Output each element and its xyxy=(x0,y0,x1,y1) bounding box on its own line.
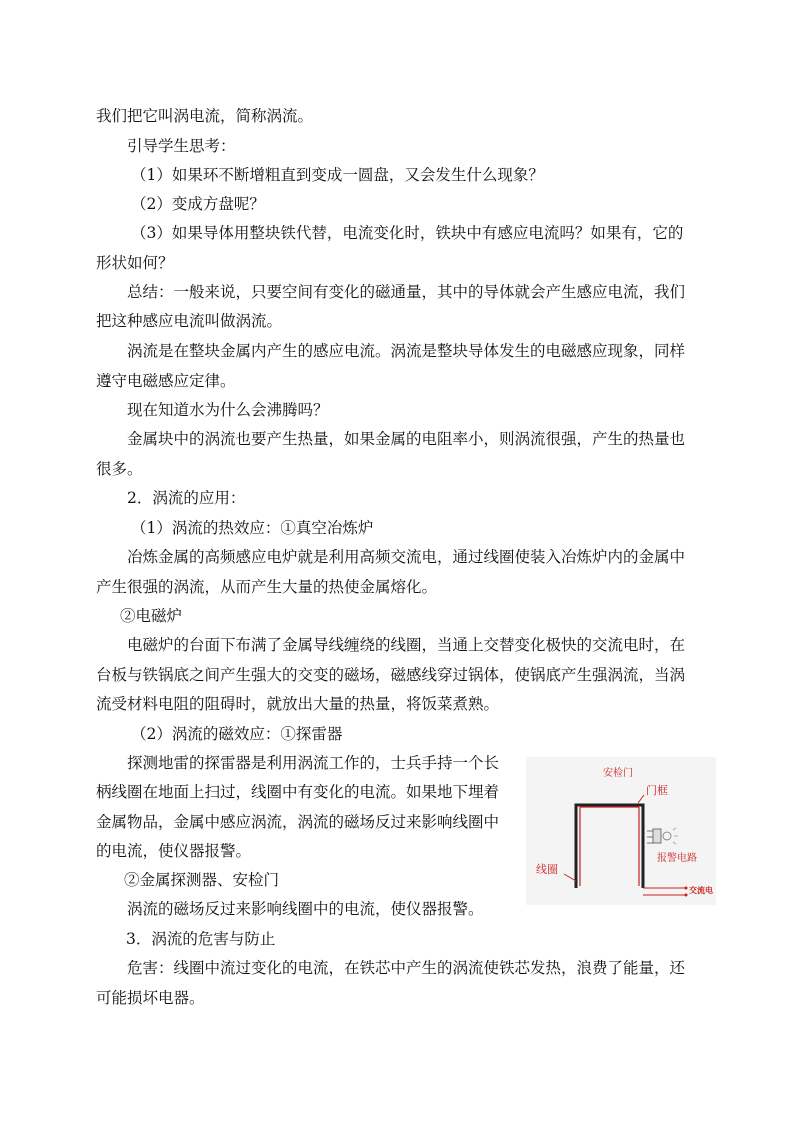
question-3-line-1: （3）如果导体用整块铁代替，电流变化时，铁块中有感应电流吗？如果有，它的 xyxy=(131,224,684,242)
alarm-box xyxy=(653,829,661,843)
induction-cooker-heading: ②电磁炉 xyxy=(120,607,183,625)
coil-pointer xyxy=(564,874,576,881)
paragraph-eddy-current-name: 我们把它叫涡电流，简称涡流。 xyxy=(96,107,314,125)
mine-detector-line-2: 柄线圈在地面上扫过，线圈中有变化的电流。如果地下埋着 xyxy=(96,783,500,801)
paragraph-guide-thinking: 引导学生思考： xyxy=(127,137,236,155)
hazard-line-1: 危害：线圈中流过变化的电流，在铁芯中产生的涡流使铁芯发热，浪费了能量，还 xyxy=(127,959,686,977)
bell-icon xyxy=(663,832,671,840)
security-gate-diagram xyxy=(526,757,716,905)
alarm-circuit-label: 报警电路 xyxy=(657,853,697,864)
eddy-definition-line-1: 涡流是在整块金属内产生的感应电流。涡流是整块导体发生的电磁感应现象，同样 xyxy=(127,342,686,360)
cooker-line-3: 流受材料电阻的阻碍时，就放出大量的热量，将饭菜煮熟。 xyxy=(96,695,500,713)
hazard-line-2: 可能损坏电器。 xyxy=(96,989,205,1007)
metal-detector-heading: ②金属探测器、安检门 xyxy=(124,871,280,889)
door-frame-label: 门框 xyxy=(646,784,668,797)
summary-line-1: 总结：一般来说，只要空间有变化的磁通量，其中的导体就会产生感应电流，我们 xyxy=(127,283,686,301)
heat-line-2: 很多。 xyxy=(96,460,143,478)
summary-line-2: 把这种感应电流叫做涡流。 xyxy=(96,312,283,330)
mine-detector-line-1: 探测地雷的探雷器是利用涡流工作的，士兵手持一个长 xyxy=(127,754,500,772)
eddy-definition-line-2: 遵守电磁感应定律。 xyxy=(96,372,236,390)
mine-detector-line-3: 金属物品，金属中感应涡流，涡流的磁场反过来影响线圈中 xyxy=(96,813,500,831)
question-1: （1）如果环不断增粗直到变成一圆盘，又会发生什么现象？ xyxy=(131,166,544,184)
section-heading-applications: 2．涡流的应用： xyxy=(127,489,246,507)
ac-power-label: 交流电 xyxy=(689,886,713,895)
heat-line-1: 金属块中的涡流也要产生热量，如果金属的电阻率小，则涡流很强，产生的热量也 xyxy=(127,430,686,448)
door-frame-pointer xyxy=(638,795,644,803)
door-frame-shape xyxy=(576,805,643,888)
cooker-line-1: 电磁炉的台面下布满了金属导线缠绕的线圈，当通上交替变化极快的交流电时，在 xyxy=(127,636,686,654)
magnetic-effect-heading: （2）涡流的磁效应：①探雷器 xyxy=(131,725,343,743)
security-gate-figure xyxy=(526,757,716,905)
figure-title: 安检门 xyxy=(603,768,633,779)
question-3-line-2: 形状如何？ xyxy=(96,254,174,272)
boiling-question: 现在知道水为什么会沸腾吗？ xyxy=(127,401,329,419)
furnace-line-2: 产生很强的涡流，从而产生大量的热使金属熔化。 xyxy=(96,578,438,596)
coil-label: 线圈 xyxy=(536,863,558,876)
metal-detector-line: 涡流的磁场反过来影响线圈中的电流，使仪器报警。 xyxy=(127,900,484,918)
mine-detector-line-4: 的电流，使仪器报警。 xyxy=(96,842,252,860)
heat-effect-heading: （1）涡流的热效应：①真空冶炼炉 xyxy=(131,519,374,537)
furnace-line-1: 冶炼金属的高频感应电炉就是利用高频交流电，通过线圈使装入冶炼炉内的金属中 xyxy=(127,548,686,566)
cooker-line-2: 台板与铁锅底之间产生强大的交变的磁场，磁感线穿过锅体，使锅底产生强涡流，当涡 xyxy=(96,666,686,684)
question-2: （2）变成方盘呢？ xyxy=(131,195,265,213)
section-heading-hazards: 3．涡流的危害与防止 xyxy=(126,930,276,948)
